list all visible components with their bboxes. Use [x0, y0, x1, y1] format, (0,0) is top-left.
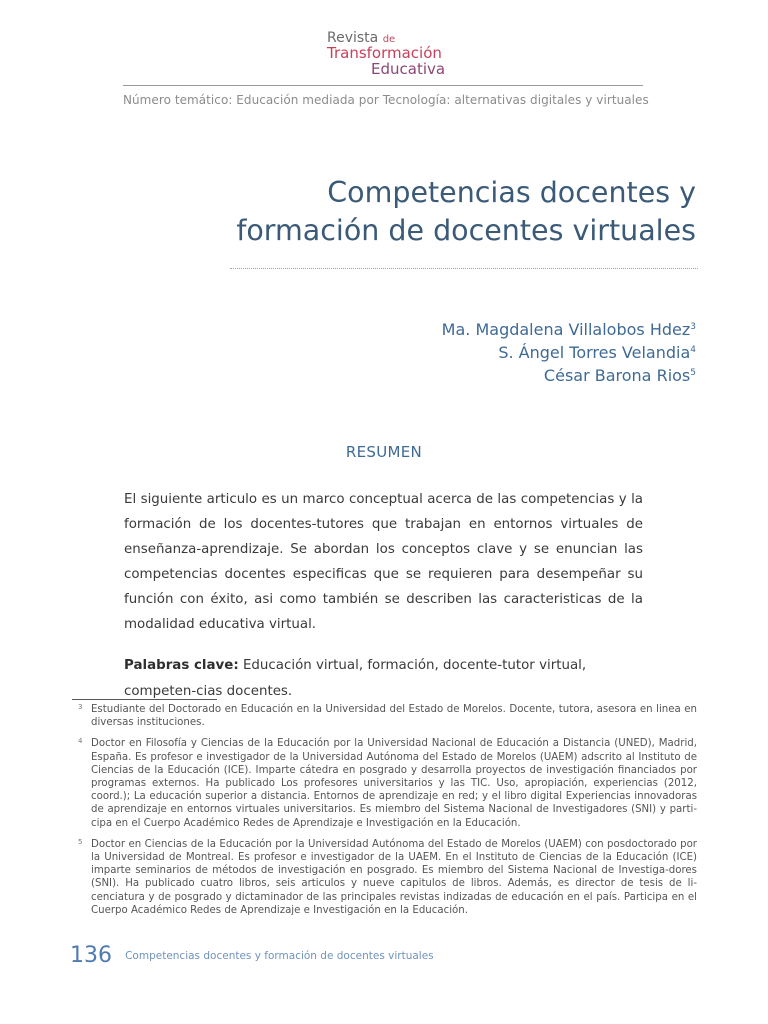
- author-name: Ma. Magdalena Villalobos Hdez: [441, 320, 691, 339]
- article-title-line-2: formación de docentes virtuales: [236, 214, 696, 247]
- footnote-4: [78, 737, 697, 829]
- footnote-text: Doctor en Filosofía y Ciencias de la Educación por la Universidad Nacional de Educación a Distancia (UNED), Madrid, España. Es profesor e investigador de la Universidad Autónoma del Estado de Morelos (UAEM) adscrito al Instituto de Ciencias de la Educación (ICE). Imparte cátedra en posgrado y desarrolla proyectos de investigación financiados por programas externos. Ha publicado Los profesores universitarios y las TIC. Uso, apropiación, experiencias (2012, coord.); La educación superior a distancia. Entornos de aprendizaje en red; y el libro digital Experiencias innovadoras de aprendizaje en entornos virtuales universitarios. Es miembro del Sistema Nacional de Investigadores (SNI) y parti-cipa en el Cuerpo Académico Redes de Aprendizaje e Investigación en la Educación.: [91, 738, 697, 829]
- page-number: 136: [70, 943, 112, 968]
- abstract-heading: RESUMEN: [345, 443, 423, 461]
- author-name: S. Ángel Torres Velandia: [498, 343, 691, 362]
- author-1: [330, 317, 696, 340]
- keywords-text: Educación virtual, formación, docente-tutor virtual, competen-cias docentes.: [124, 658, 587, 699]
- author-footnote-ref: 4: [690, 345, 696, 355]
- author-name: César Barona Rios: [543, 366, 691, 385]
- author-3: [330, 363, 696, 386]
- title-divider: [230, 268, 698, 269]
- footnote-text: Doctor en Ciencias de la Educación por la Universidad Autónoma del Estado de Morelos (UAEM) con posdoctorado por la Universidad de Montreal. Es profesor e investigador de la UAEM. En el Instituto de Ciencias de la Educación (ICE) imparte seminarios de métodos de investigación en posgrado. Es miembro del Sistema Nacional de Investiga-dores (SNI). Ha publicado cuatro libros, seis articulos y nueve capitulos de libros. Además, es director de tesis de li-cenciatura y de posgrado y dictaminador de las principales revistas indizadas de educación en el país. Participa en el Cuerpo Académico Redes de Aprendizaje e Investigación en la Educación.: [91, 838, 697, 916]
- header-divider: [123, 85, 643, 86]
- running-title: Competencias docentes y formación de docentes virtuales: [125, 950, 434, 962]
- logo-line-3: Educativa: [371, 60, 446, 78]
- keywords-label: Palabras clave:: [124, 658, 239, 673]
- footnote-divider: [72, 699, 217, 700]
- abstract-body: El siguiente articulo es un marco conceptual acerca de las competencias y la formación de los docentes-tutores que trabajan en entornos virtuales de enseñanza-aprendizaje. Se abordan los conceptos clave y se enuncian las competencias docentes especificas que se requieren para desempeñar su función con éxito, asi como también se describen las caracteristicas de la modalidad educativa virtual.: [124, 492, 643, 632]
- page-footer: [70, 943, 690, 968]
- footnote-number: 5: [78, 837, 83, 846]
- footnote-number: 4: [78, 737, 83, 746]
- author-list: [330, 317, 696, 386]
- author-2: [330, 340, 696, 363]
- footnotes: [78, 703, 697, 925]
- footnote-3: [78, 703, 697, 729]
- journal-logo: [327, 31, 457, 77]
- footnote-5: [78, 838, 697, 917]
- issue-subtitle: Número temático: Educación mediada por Tecnología: alternativas digitales y virtuales: [123, 93, 649, 107]
- footnote-number: 3: [78, 703, 83, 711]
- author-footnote-ref: 5: [690, 368, 696, 378]
- logo-line-2: Transformación: [327, 44, 442, 62]
- footnote-text: Estudiante del Doctorado en Educación en la Universidad del Estado de Morelos. Docente, tutora, asesora en linea en diversas instituciones.: [91, 704, 697, 729]
- author-footnote-ref: 3: [690, 322, 696, 332]
- article-title: [200, 174, 696, 250]
- logo-revista-text: Revista: [327, 30, 379, 46]
- article-title-line-1: Competencias docentes y: [327, 176, 696, 209]
- logo-line-1: [327, 31, 457, 45]
- keywords: [124, 653, 643, 705]
- logo-de-text: de: [382, 34, 396, 45]
